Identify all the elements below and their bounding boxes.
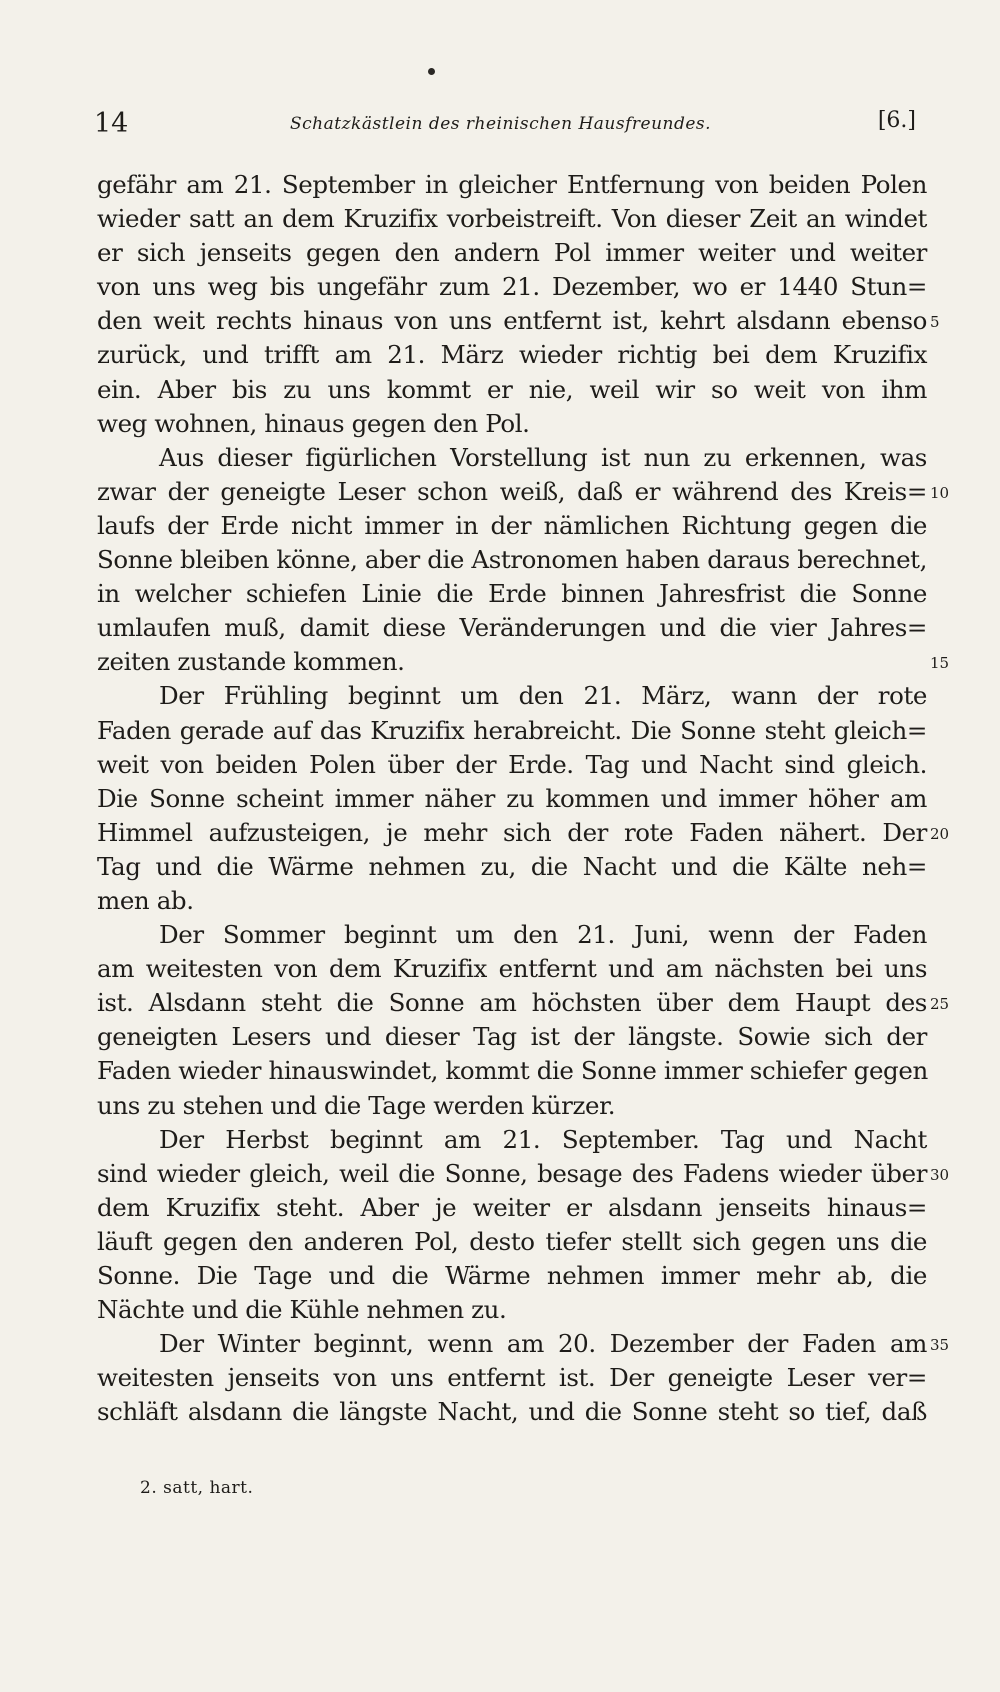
text-line: ist. Alsdann steht die Sonne am höchsten über dem Haupt des xyxy=(97,988,927,1018)
text-line: geneigten Lesers und dieser Tag ist der längste. Sowie sich der xyxy=(97,1022,927,1052)
text-line: in welcher schiefen Linie die Erde binnen Jahresfrist die Sonne xyxy=(97,579,927,609)
page-number: 14 xyxy=(94,108,129,139)
text-line: am weitesten von dem Kruzifix entfernt und am nächsten bei uns xyxy=(97,954,927,984)
text-line: er sich jenseits gegen den andern Pol immer weiter und weiter xyxy=(97,238,927,268)
section-marker: [6.] xyxy=(877,108,916,133)
text-line: Der Winter beginnt, wenn am 20. Dezember der Faden am xyxy=(159,1329,927,1359)
margin-line-number: 30 xyxy=(930,1165,950,1184)
text-line: schläft alsdann die längste Nacht, und die Sonne steht so tief, daß xyxy=(97,1397,927,1427)
text-line: Der Herbst beginnt am 21. September. Tag und Nacht xyxy=(159,1124,927,1154)
text-line: zeiten zustande kommen. xyxy=(97,647,405,677)
text-line: Sonne. Die Tage und die Wärme nehmen immer mehr ab, die xyxy=(97,1261,927,1290)
text-line: den weit rechts hinaus von uns entfernt ist, kehrt alsdann ebenso xyxy=(97,306,927,336)
text-line: Der Frühling beginnt um den 21. März, wann der rote xyxy=(159,681,927,711)
text-line: von uns weg bis ungefähr zum 21. Dezember, wo er 1440 Stun= xyxy=(97,272,927,302)
text-line: zwar der geneigte Leser schon weiß, daß er während des Kreis= xyxy=(97,476,927,506)
text-line: ein. Aber bis zu uns kommt er nie, weil wir so weit von ihm xyxy=(97,374,927,404)
text-line: Sonne bleiben könne, aber die Astronomen haben daraus berechnet, xyxy=(97,545,927,575)
margin-line-number: 25 xyxy=(930,995,950,1014)
margin-line-number: 5 xyxy=(930,313,940,332)
text-line: Nächte und die Kühle nehmen zu. xyxy=(97,1295,507,1325)
text-line: Die Sonne scheint immer näher zu kommen und immer höher am xyxy=(97,783,927,813)
text-line: Tag und die Wärme nehmen zu, die Nacht und die Kälte neh= xyxy=(97,851,927,881)
text-line: weit von beiden Polen über der Erde. Tag und Nacht sind gleich. xyxy=(97,749,927,779)
text-line: wieder satt an dem Kruzifix vorbeistreift. Von dieser Zeit an windet xyxy=(97,204,927,234)
text-line: umlaufen muß, damit diese Veränderungen und die vier Jahres= xyxy=(97,613,927,643)
ink-speck xyxy=(428,68,435,75)
text-line: men ab. xyxy=(97,885,194,915)
text-line: uns zu stehen und die Tage werden kürzer. xyxy=(97,1090,616,1120)
text-line: läuft gegen den anderen Pol, desto tiefer stellt sich gegen uns die xyxy=(97,1226,927,1256)
text-line: weg wohnen, hinaus gegen den Pol. xyxy=(97,408,530,438)
text-line: laufs der Erde nicht immer in der nämlichen Richtung gegen die xyxy=(97,510,927,540)
text-line: Der Sommer beginnt um den 21. Juni, wenn der Faden xyxy=(159,920,927,950)
margin-line-number: 20 xyxy=(930,824,950,843)
text-line: dem Kruzifix steht. Aber je weiter er alsdann jenseits hinaus= xyxy=(97,1192,927,1222)
text-line: gefähr am 21. September in gleicher Entfernung von beiden Polen xyxy=(97,170,927,199)
margin-line-number: 15 xyxy=(930,654,950,673)
text-line: Faden gerade auf das Kruzifix herabreicht. Die Sonne steht gleich= xyxy=(97,715,927,745)
text-line: weitesten jenseits von uns entfernt ist. Der geneigte Leser ver= xyxy=(97,1363,927,1393)
text-line: Aus dieser figürlichen Vorstellung ist nun zu erkennen, was xyxy=(159,442,927,472)
margin-line-number: 10 xyxy=(930,483,950,502)
text-line: zurück, und trifft am 21. März wieder richtig bei dem Kruzifix xyxy=(97,340,927,370)
text-line: Himmel aufzusteigen, je mehr sich der rote Faden nähert. Der xyxy=(97,817,927,847)
running-title: Schatzkästlein des rheinischen Hausfreundes. xyxy=(290,114,712,134)
footnote: 2. satt, hart. xyxy=(140,1478,254,1498)
text-line: Faden wieder hinauswindet, kommt die Sonne immer schiefer gegen xyxy=(97,1056,928,1086)
text-line: sind wieder gleich, weil die Sonne, besage des Fadens wieder über xyxy=(97,1158,927,1188)
margin-line-number: 35 xyxy=(930,1336,950,1355)
body-text xyxy=(97,168,927,1429)
